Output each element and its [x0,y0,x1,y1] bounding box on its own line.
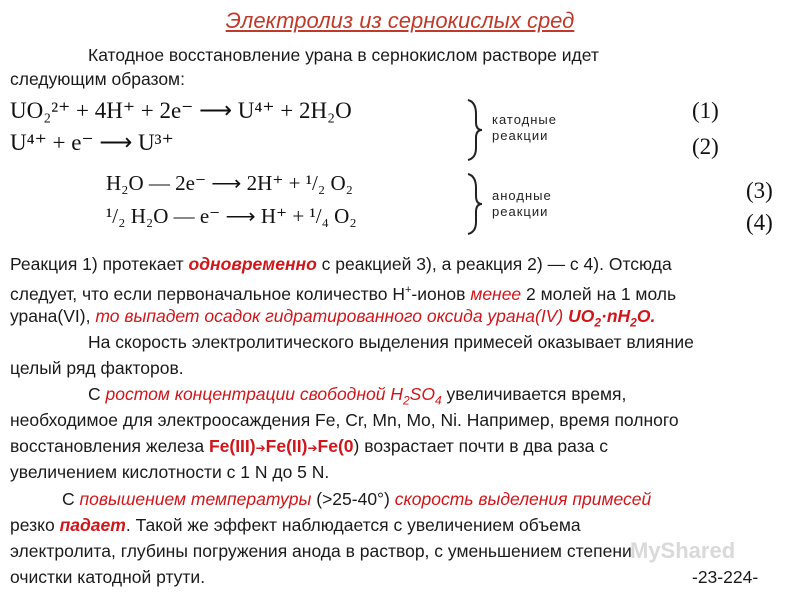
para3-emphasis-concentration: ростом концентрации свободной H [105,384,403,404]
para1-text: следует, что если первоначальное количество Н [10,283,405,304]
equation-3: H₂O — 2e⁻ ⟶ 2H⁺ + ¹/₂ O₂ [106,171,353,195]
equation-number-1: (1) [692,98,719,123]
para3-line-2: необходимое для электроосаждения Fe, Cr, Mn, Mo, Ni. Например, время полного [10,410,679,430]
para1-emphasis-precipitate: то выпадет осадок гидратированного оксида урана(IV) [95,306,569,326]
intro-line-1: Катодное восстановление урана в сернокислом растворе идет [88,45,599,65]
formula-nh2: ·nH [601,306,631,326]
para4-emphasis-temperature: повышением температуры [79,489,312,509]
cathode-label-line-1: катодные [492,112,558,127]
para1-superscript: + [404,284,412,296]
para1-text: 2 молей на 1 моль [521,283,677,304]
para3-text: увеличивается время, [441,384,627,404]
para1-text: урана(VI), [10,306,96,326]
formula-subscript: 4 [434,393,442,408]
cathode-brace [462,98,486,162]
para4-line-3: электролита, глубины погружения анода в раствор, с уменьшением степени [10,541,632,561]
para4-line-2 [10,514,581,536]
para3-text: восстановления железа [10,436,209,456]
anode-brace [462,172,486,236]
para4-text: . Такой же эффект наблюдается с увеличением объема [125,515,581,535]
para4-emphasis-rate: скорость выделения примесей [394,489,652,509]
para4-text: С [62,489,80,509]
para3-line-1 [88,383,626,412]
para3-text: С [88,384,106,404]
para3-emphasis-so: SO [409,384,435,404]
para4-text: резко [10,515,60,535]
anode-label [492,188,552,220]
para1-text: Реакция 1) протекает [10,254,189,274]
arrow-icon: ➔ [255,441,266,455]
iron-state-0: Fe(0 [317,436,354,456]
para1-text: -ионов [411,283,471,304]
page-number: -23-224- [692,567,759,587]
para4-line-4: очистки катодной ртути. [10,567,206,587]
formula-subscript: 2 [630,315,637,330]
formula-o: O. [636,306,656,326]
anode-label-line-2: реакции [492,204,549,219]
para3-text: ) возрастает почти в два раза с [353,436,608,456]
equation-2: U⁴⁺ + e⁻ ⟶ U³⁺ [10,130,174,155]
para1-emphasis-less: менее [470,283,522,304]
formula-subscript: 2 [402,393,410,408]
equation-4: ¹/₂ H₂O — e⁻ ⟶ H⁺ + ¹/₄ O₂ [106,204,357,228]
equation-number-3: (3) [746,178,773,203]
para4-text: (>25-40°) [311,489,395,509]
para1-line-3 [10,305,655,334]
para1-emphasis-simultaneously: одновременно [188,254,317,274]
intro-line-2: следующим образом: [10,69,185,89]
para2-line-2: целый ряд факторов. [10,358,184,378]
iron-state-ii: Fe(II) [265,436,308,456]
arrow-icon: ➔ [307,441,318,455]
equation-number-2: (2) [692,134,719,159]
para4-emphasis-falls: падает [59,515,126,535]
cathode-label [492,112,557,144]
para1-text: с реакцией 3), а реакция 2) — с 4). Отсюда [316,254,672,274]
cathode-label-line-2: реакции [492,128,549,143]
para4-line-1 [62,488,651,510]
slide-title: Электролиз из сернокислых сред [225,8,575,33]
watermark-logo: MyShared [630,538,736,563]
formula-uo2: UO [568,306,595,326]
equation-1: UO₂²⁺ + 4H⁺ + 2e⁻ ⟶ U⁴⁺ + 2H₂O [10,98,352,123]
para1-line-2 [10,279,676,305]
formula-subscript: 2 [594,315,601,330]
para1-line-1 [10,253,672,275]
anode-label-line-1: анодные [492,188,552,203]
iron-state-iii: Fe(III) [208,436,256,456]
equation-number-4: (4) [746,210,773,235]
para2-line-1: На скорость электролитического выделения примесей оказывает влияние [88,332,694,352]
para3-line-3 [10,435,608,459]
para3-line-4: увеличением кислотности с 1 N до 5 N. [10,462,330,482]
